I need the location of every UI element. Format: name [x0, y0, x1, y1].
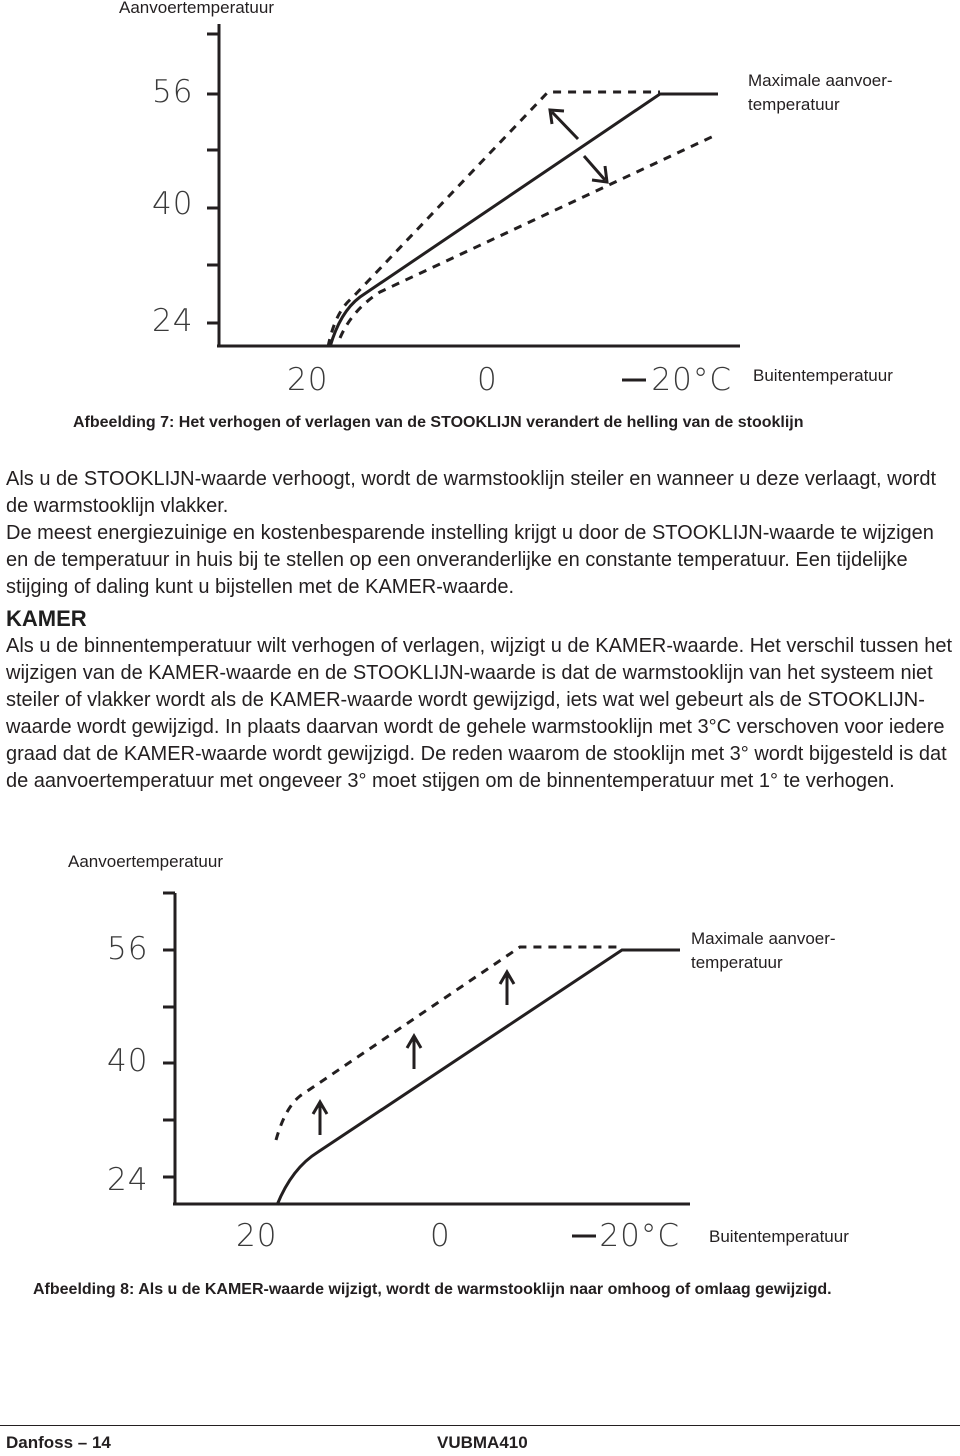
- x-tick-minus20-text: 20°C: [651, 362, 732, 398]
- y-tick-24: 24: [152, 303, 194, 339]
- footer-rule: [0, 1425, 960, 1426]
- y-axis-label: Aanvoertemperatuur: [68, 852, 223, 871]
- heating-curve: [277, 950, 680, 1205]
- x-tick-0: 0: [477, 362, 498, 398]
- section-heading-kamer: KAMER: [6, 606, 87, 631]
- x-tick-0: 0: [430, 1218, 451, 1254]
- x-tick-20: 20: [287, 362, 329, 398]
- y-axis-label: Aanvoertemperatuur: [119, 0, 274, 17]
- footer-doc-code: VUBMA410: [437, 1433, 528, 1452]
- max-temperature-label: Maximale aanvoer- temperatuur: [691, 929, 836, 972]
- y-tick-56: 56: [107, 931, 149, 967]
- x-tick-minus20: [572, 1218, 680, 1254]
- y-tick-40: 40: [107, 1043, 149, 1079]
- paragraph-1: Als u de STOOKLIJN-waarde verhoogt, wordt de warmstooklijn steiler en wanneer u deze verlaagt, wordt de warmstooklijn vlakker.: [6, 468, 937, 517]
- x-tick-20: 20: [236, 1218, 278, 1254]
- paragraph-3: Als u de binnentemperatuur wilt verhogen of verlagen, wijzigt u de KAMER-waarde. Het verschil tussen het wijzigen van de KAMER-waarde en de STOOKLIJN-waarde is dat de warmstooklijn van het systeem niet steiler of vlakker wordt als de KAMER-waarde wordt gewijzigd, iets wat wel gebeurt als de STOOKLIJN-waarde wordt gewijzigd. In plaats daarvan wordt de gehele warmstooklijn met 3°C verschoven voor iedere graad dat de KAMER-waarde wordt gewijzigd. De reden waarom de stooklijn met 3° wordt bijgesteld is dat de aanvoertemperatuur met ongeveer 3° moet stijgen om de binnentemperatuur met 1° te verhogen.: [6, 635, 953, 792]
- x-tick-minus20-text: 20°C: [599, 1218, 680, 1254]
- x-axis-label: Buitentemperatuur: [753, 366, 893, 385]
- figure-8-caption: Afbeelding 8: Als u de KAMER-waarde wijzigt, wordt de warmstooklijn naar omhoog of omlaag gewijzigd.: [33, 1281, 832, 1298]
- x-axis-label: Buitentemperatuur: [709, 1227, 849, 1246]
- heating-curve-shifted: [276, 947, 622, 1140]
- footer-page-number: Danfoss – 14: [6, 1433, 111, 1452]
- figure-7-caption: Afbeelding 7: Het verhogen of verlagen van de STOOKLIJN verandert de helling van de stooklijn: [73, 414, 804, 431]
- y-tick-24: 24: [107, 1162, 149, 1198]
- y-tick-40: 40: [152, 186, 194, 222]
- y-tick-56: 56: [152, 74, 194, 110]
- paragraph-2: De meest energiezuinige en kostenbesparende instelling krijgt u door de STOOKLIJN-waarde te wijzigen en de temperatuur in huis bij te stellen op een onveranderlijke en constante temperatuur. Een tijdelijke stijging of daling kunt u bijstellen met de KAMER-waarde.: [6, 522, 934, 598]
- max-temperature-label: Maximale aanvoer- temperatuur: [748, 71, 893, 114]
